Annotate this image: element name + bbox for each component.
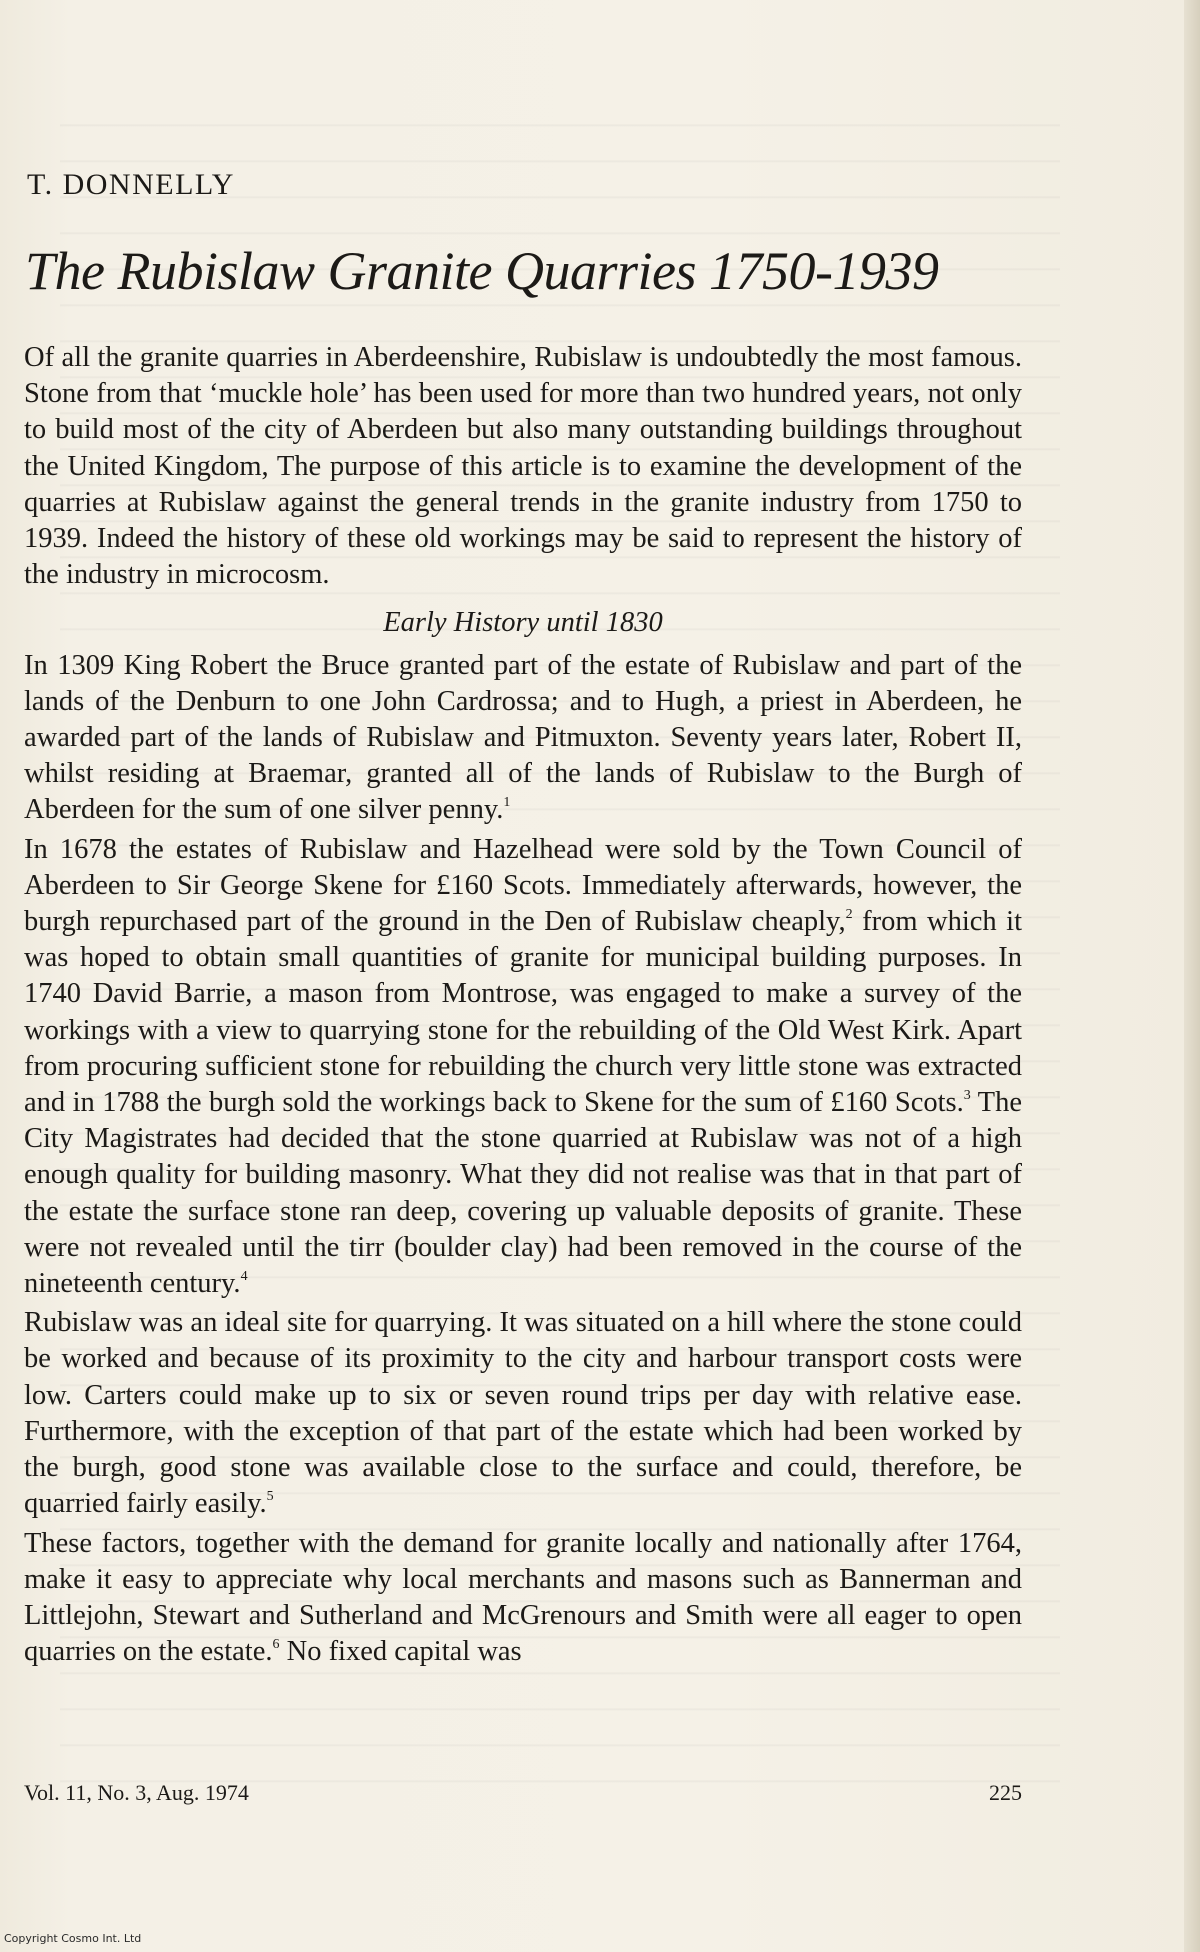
page-edge — [1184, 0, 1200, 1952]
paragraph-text: In 1309 King Robert the Bruce granted part of the estate of Rubislaw and part of the lands of the Denburn to one John Cardrossa; and to Hugh, a priest in Aberdeen, he awarded part of the lands of Rubislaw and Pitmuxton. Seventy years later, Robert II, whilst residing at Braemar, granted all of the lands of Rubislaw to the Burgh of Aberdeen for the sum of one silver penny. — [24, 649, 1022, 826]
paragraph-1678 — [24, 832, 1022, 1303]
footnote-ref: 3 — [963, 1088, 971, 1104]
paragraph-text: Rubislaw was an ideal site for quarrying. It was situated on a hill where the stone could be worked and because of its proximity to the city and harbour transport costs were low. Carters could make up to six or seven round trips per day with relative ease. Furthermore, with the exception of that part of the estate which had been worked by the burgh, good stone was available close to the surface and could, therefore, be quarried fairly easily. — [24, 1307, 1022, 1520]
footnote-ref: 2 — [845, 907, 853, 923]
footnote-ref: 4 — [240, 1269, 248, 1285]
article-title: The Rubislaw Granite Quarries 1750-1939 — [25, 241, 939, 301]
copyright-watermark: Copyright Cosmo Int. Ltd — [4, 1932, 142, 1945]
paragraph-text: In 1678 the estates of Rubislaw and Hazelhead were sold by the Town Council of Aberdeen to Sir George Skene for £160 Scots. Immediately afterwards, however, the burgh repurchased part of the ground in the Den of Rubislaw cheaply, — [24, 833, 1022, 938]
paragraph-text: These factors, together with the demand for granite locally and nationally after 1764, make it easy to appreciate why local merchants and masons such as Bannerman and Littlejohn, Stewart and Sutherland and McGrenours and Smith were all eager to open quarries on the estate. — [24, 1527, 1022, 1668]
paragraph-1309 — [24, 648, 1022, 829]
paragraph-intro: Of all the granite quarries in Aberdeenshire, Rubislaw is undoubtedly the most famous. Stone from that ‘muckle hole’ has been used for more than two hundred years, not only to build most of the city of Aberdeen but also many outstanding buildings throughout the United Kingdom, The purpose of this article is to examine the development of the quarries at Rubislaw against the general trends in the granite industry from 1750 to 1939. Indeed the history of these old workings may be said to represent the history of the industry in microcosm. — [24, 342, 1022, 591]
paragraph-site — [24, 1305, 1022, 1522]
issue-info: Vol. 11, No. 3, Aug. 1974 — [24, 1780, 249, 1805]
page-number: 225 — [989, 1780, 1022, 1805]
footnote-ref: 1 — [503, 795, 511, 811]
paragraph-text: The City Magistrates had decided that the stone quarried at Rubislaw was not of a high enough quality for building masonry. What they did not realise was that in that part of the estate the surface stone ran deep, covering up valuable deposits of granite. These were not revealed until the tirr (boulder clay) had been removed in the course of the nineteenth century. — [24, 1087, 1022, 1300]
footnote-ref: 6 — [272, 1637, 280, 1653]
paragraph-text: from which it was hoped to obtain small quantities of granite for municipal building purposes. In 1740 David Barrie, a mason from Montrose, was engaged to make a survey of the workings with a view to quarrying stone for the rebuilding of the Old West Kirk. Apart from procuring sufficient stone for rebuilding the church very little stone was extracted and in 1788 the burgh sold the workings back to Skene for the sum of £160 Scots. — [24, 906, 1022, 1119]
author-name: T. DONNELLY — [27, 168, 235, 201]
paragraph-factors — [24, 1526, 1022, 1671]
article-body — [24, 340, 1022, 1670]
section-heading: Early History until 1830 — [383, 607, 663, 639]
footnote-ref: 5 — [266, 1489, 274, 1505]
paragraph-text: No fixed capital was — [279, 1636, 522, 1668]
